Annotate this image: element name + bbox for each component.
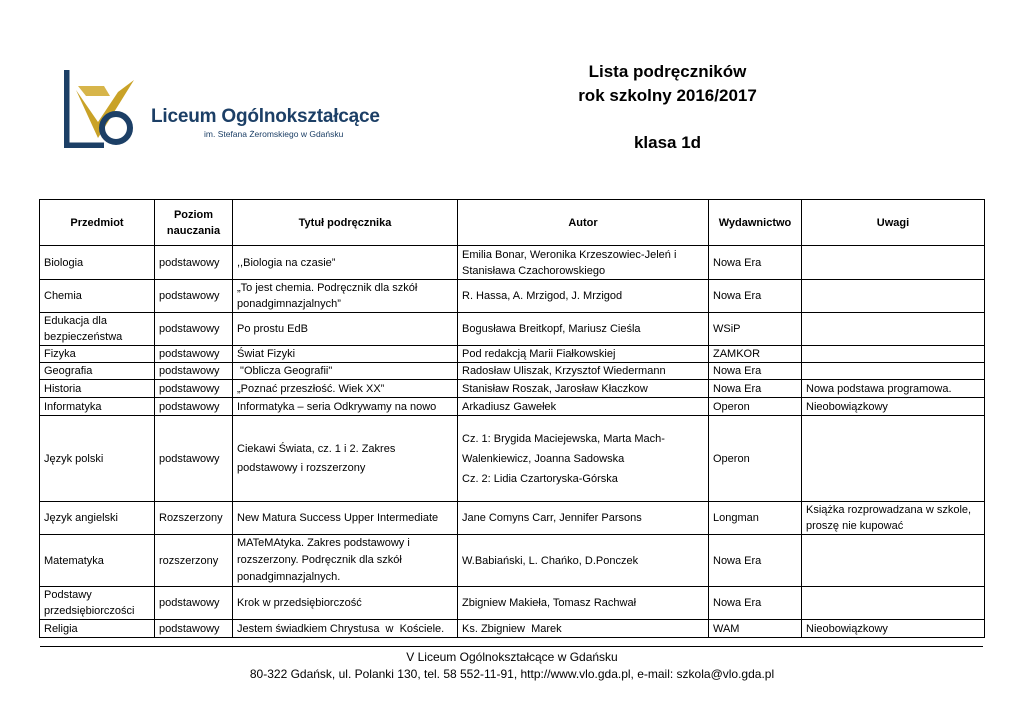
cell-author: Bogusława Breitkopf, Mariusz Cieśla <box>458 313 709 346</box>
cell-notes: Nowa podstawa programowa. <box>802 380 985 398</box>
cell-title: Ciekawi Świata, cz. 1 i 2. Zakres podstawowy i rozszerzony <box>233 416 458 502</box>
cell-level: rozszerzony <box>155 535 233 587</box>
table-header-row <box>40 200 985 246</box>
cell-title: ,,Biologia na czasie” <box>233 246 458 280</box>
cell-author: Arkadiusz Gawełek <box>458 398 709 416</box>
footer-school-name: V Liceum Ogólnokształcące w Gdańsku <box>406 650 618 664</box>
cell-publisher: Operon <box>709 398 802 416</box>
header-level: Poziom nauczania <box>155 200 233 246</box>
cell-title: "Oblicza Geografii" <box>233 363 458 380</box>
table-row <box>40 416 985 502</box>
cell-level: podstawowy <box>155 313 233 346</box>
school-logo <box>64 66 380 148</box>
cell-level: podstawowy <box>155 380 233 398</box>
cell-subject: Religia <box>40 620 155 638</box>
cell-notes <box>802 246 985 280</box>
cell-level: podstawowy <box>155 587 233 620</box>
logo-school-name: Liceum Ogólnokształcące <box>151 106 380 127</box>
table-row <box>40 398 985 416</box>
class-label: klasa 1d <box>633 133 702 152</box>
cell-title: Świat Fizyki <box>233 346 458 363</box>
table-row <box>40 587 985 620</box>
footer-contact: 80-322 Gdańsk, ul. Polanki 130, tel. 58 552-11-91, http://www.vlo.gda.pl, e-mail: szkola@vlo.gda.pl <box>249 667 775 681</box>
document-title: Lista podręczników <box>588 62 747 81</box>
cell-author: Zbigniew Makieła, Tomasz Rachwał <box>458 587 709 620</box>
cell-subject: Fizyka <box>40 346 155 363</box>
cell-author: Emilia Bonar, Weronika Krzeszowiec-Jeleń i Stanisława Czachorowskiego <box>458 246 709 280</box>
cell-level: podstawowy <box>155 346 233 363</box>
cell-level: podstawowy <box>155 620 233 638</box>
cell-level: podstawowy <box>155 398 233 416</box>
cell-level: podstawowy <box>155 363 233 380</box>
cell-subject: Matematyka <box>40 535 155 587</box>
cell-subject: Geografia <box>40 363 155 380</box>
cell-level: podstawowy <box>155 246 233 280</box>
textbook-table <box>39 199 985 638</box>
cell-subject: Język polski <box>40 416 155 502</box>
cell-notes <box>802 416 985 502</box>
cell-publisher: WSiP <box>709 313 802 346</box>
cell-author: W.Babiański, L. Chańko, D.Ponczek <box>458 535 709 587</box>
cell-subject: Historia <box>40 380 155 398</box>
cell-level: podstawowy <box>155 280 233 313</box>
cell-notes <box>802 363 985 380</box>
cell-notes <box>802 535 985 587</box>
cell-notes: Nieobowiązkowy <box>802 620 985 638</box>
cell-subject: Biologia <box>40 246 155 280</box>
cell-publisher: Nowa Era <box>709 587 802 620</box>
cell-author: Stanisław Roszak, Jarosław Kłaczkow <box>458 380 709 398</box>
cell-author: Pod redakcją Marii Fiałkowskiej <box>458 346 709 363</box>
school-year: rok szkolny 2016/2017 <box>578 86 757 105</box>
cell-title: Krok w przedsiębiorczość <box>233 587 458 620</box>
cell-title: MATeMAtyka. Zakres podstawowy i rozszerzony. Podręcznik dla szkół ponadgimnazjalnych. <box>233 535 458 587</box>
cell-notes <box>802 346 985 363</box>
cell-author: Ks. Zbigniew Marek <box>458 620 709 638</box>
table-row <box>40 502 985 535</box>
cell-subject: Chemia <box>40 280 155 313</box>
table-row <box>40 535 985 587</box>
footer-divider <box>40 646 983 647</box>
cell-title: Jestem świadkiem Chrystusa w Kościele. <box>233 620 458 638</box>
cell-publisher: Nowa Era <box>709 380 802 398</box>
logo-school-subtitle: im. Stefana Żeromskiego w Gdańsku <box>204 129 344 139</box>
cell-notes: Nieobowiązkowy <box>802 398 985 416</box>
cell-author: R. Hassa, A. Mrzigod, J. Mrzigod <box>458 280 709 313</box>
cell-title: Po prostu EdB <box>233 313 458 346</box>
cell-author: Jane Comyns Carr, Jennifer Parsons <box>458 502 709 535</box>
header-publisher: Wydawnictwo <box>709 200 802 246</box>
cell-notes <box>802 587 985 620</box>
logo-emblem-icon <box>64 66 154 148</box>
header-notes: Uwagi <box>802 200 985 246</box>
cell-level: Rozszerzony <box>155 502 233 535</box>
cell-publisher: Nowa Era <box>709 535 802 587</box>
cell-subject: Język angielski <box>40 502 155 535</box>
table-row <box>40 280 985 313</box>
cell-notes <box>802 313 985 346</box>
table-row <box>40 313 985 346</box>
table-row <box>40 363 985 380</box>
cell-publisher: ZAMKOR <box>709 346 802 363</box>
cell-publisher: Longman <box>709 502 802 535</box>
cell-publisher: Operon <box>709 416 802 502</box>
cell-notes: Książka rozprowadzana w szkole, proszę nie kupować <box>802 502 985 535</box>
cell-title: Informatyka – seria Odkrywamy na nowo <box>233 398 458 416</box>
cell-publisher: Nowa Era <box>709 280 802 313</box>
table-row <box>40 380 985 398</box>
table-row <box>40 346 985 363</box>
table-row <box>40 246 985 280</box>
cell-subject: Podstawy przedsiębiorczości <box>40 587 155 620</box>
cell-title: „To jest chemia. Podręcznik dla szkół ponadgimnazjalnych” <box>233 280 458 313</box>
cell-title: „Poznać przeszłość. Wiek XX” <box>233 380 458 398</box>
cell-author: Cz. 1: Brygida Maciejewska, Marta Mach-Walenkiewicz, Joanna Sadowska Cz. 2: Lidia Czartoryska-Górska <box>458 416 709 502</box>
table-row <box>40 620 985 638</box>
header-author: Autor <box>458 200 709 246</box>
cell-subject: Informatyka <box>40 398 155 416</box>
cell-publisher: WAM <box>709 620 802 638</box>
cell-level: podstawowy <box>155 416 233 502</box>
cell-notes <box>802 280 985 313</box>
cell-author: Radosław Uliszak, Krzysztof Wiedermann <box>458 363 709 380</box>
cell-publisher: Nowa Era <box>709 363 802 380</box>
cell-subject: Edukacja dla bezpieczeństwa <box>40 313 155 346</box>
header-title: Tytuł podręcznika <box>233 200 458 246</box>
header-subject: Przedmiot <box>40 200 155 246</box>
cell-title: New Matura Success Upper Intermediate <box>233 502 458 535</box>
cell-publisher: Nowa Era <box>709 246 802 280</box>
